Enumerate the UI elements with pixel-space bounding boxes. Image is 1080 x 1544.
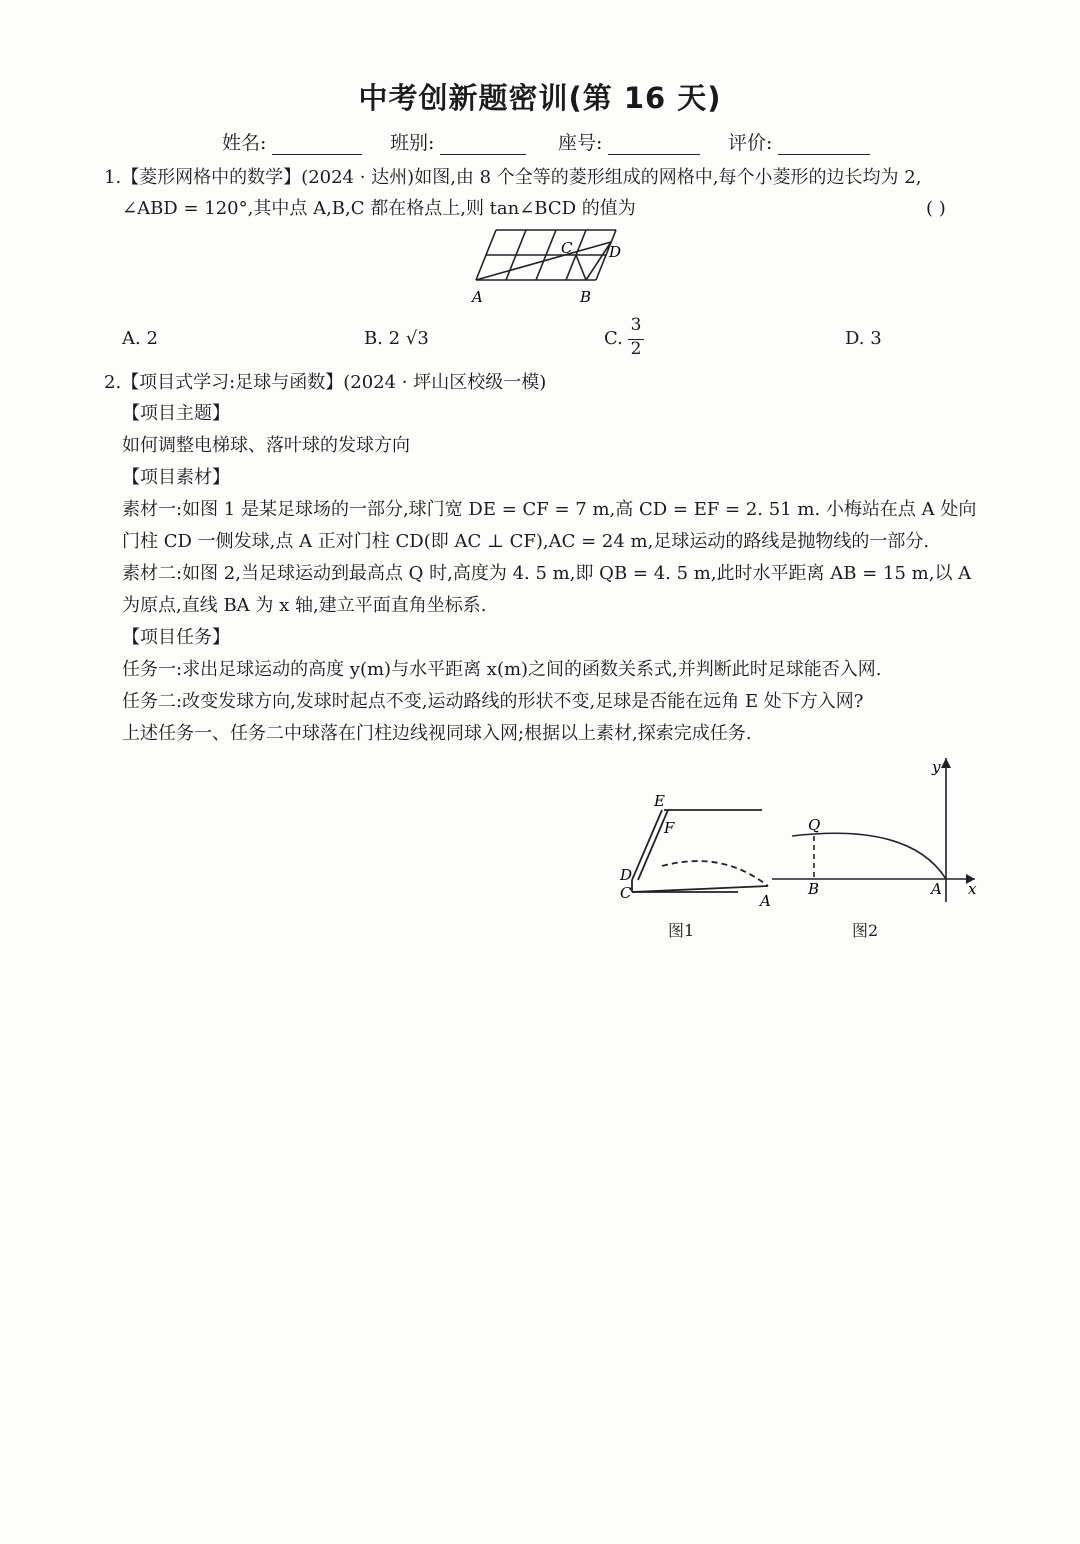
q1-answer-blank[interactable]: ( ) [926, 198, 946, 219]
task-2-text: 任务二:改变发球方向,发球时起点不变,运动路线的形状不变,足球是否能在远角 E 处下方入网? [122, 691, 864, 712]
segment-c-b [576, 255, 586, 280]
class-label: 班别: [390, 132, 435, 154]
point-d-label-fig1: D [620, 866, 633, 884]
fraction-numerator: 3 [630, 315, 642, 335]
material-1-line1: 素材一:如图 1 是某足球场的一部分,球门宽 DE = CF = 7 m,高 CD = EF = 2. 51 m. 小梅站在点 A 处向 [122, 499, 977, 520]
project-task-title: 【项目任务】 [122, 627, 230, 648]
task-note-text: 上述任务一、任务二中球落在门柱边线视同球入网;根据以上素材,探索完成任务. [122, 723, 752, 744]
rating-label: 评价: [728, 132, 773, 154]
option-a[interactable]: A. 2 [122, 328, 158, 349]
point-b-label: B [580, 288, 592, 306]
rhombus-grid-figure [460, 222, 630, 310]
q1-line1: 1.【菱形网格中的数学】(2024 · 达州)如图,由 8 个全等的菱形组成的网格中,每个小菱形的边长均为 2, [104, 167, 922, 188]
axis-x-label: x [968, 880, 977, 898]
figure-1-goal [612, 788, 782, 918]
point-d-label: D [609, 243, 622, 261]
point-a-label: A [472, 288, 483, 306]
point-e-label: E [654, 792, 665, 810]
option-b-prefix: B. 2 [364, 328, 401, 349]
class-field [390, 128, 526, 155]
parabola-curve [792, 833, 946, 879]
point-q-label: Q [808, 816, 821, 834]
option-b[interactable] [364, 328, 429, 349]
option-b-radical: √3 [405, 328, 429, 349]
q1-line2: ∠ABD = 120°,其中点 A,B,C 都在格点上,则 tan∠BCD 的值为 [122, 198, 636, 219]
rating-blank[interactable] [778, 132, 870, 155]
axis-y-label: y [932, 758, 941, 776]
project-theme-title: 【项目主题】 [122, 403, 230, 424]
project-theme-text: 如何调整电梯球、落叶球的发球方向 [122, 435, 410, 456]
point-a-label-fig2: A [931, 880, 942, 898]
figure-2-coordinate [770, 752, 990, 912]
material-2-line1: 素材二:如图 2,当足球运动到最高点 Q 时,高度为 4. 5 m,即 QB = 4. 5 m,此时水平距离 AB = 15 m,以 A [122, 563, 972, 584]
material-2-line2: 为原点,直线 BA 为 x 轴,建立平面直角坐标系. [122, 595, 487, 616]
line-c-a [632, 886, 768, 892]
figure-2-caption: 图2 [852, 921, 879, 940]
seat-field [558, 128, 700, 155]
seat-label: 座号: [558, 132, 603, 154]
seat-blank[interactable] [608, 132, 700, 155]
task-1-text: 任务一:求出足球运动的高度 y(m)与水平距离 x(m)之间的函数关系式,并判断此时足球能否入网. [122, 659, 882, 680]
name-label: 姓名: [222, 132, 267, 154]
point-a-label-fig1: A [760, 892, 771, 910]
name-blank[interactable] [272, 132, 362, 155]
ball-path-dashed [662, 861, 768, 886]
option-d[interactable]: D. 3 [845, 328, 882, 349]
option-c-prefix: C. [604, 328, 623, 349]
fraction-denominator: 2 [630, 339, 642, 359]
post-outer [632, 810, 662, 880]
point-c-label-fig1: C [620, 884, 632, 902]
rating-field [728, 128, 870, 155]
project-material-title: 【项目素材】 [122, 467, 230, 488]
point-b-label-fig2: B [808, 880, 820, 898]
page-title: 中考创新题密训(第 16 天) [358, 81, 722, 115]
class-blank[interactable] [440, 132, 526, 155]
segment-a-d [476, 242, 611, 280]
material-1-line2: 门柱 CD 一侧发球,点 A 正对门柱 CD(即 AC ⊥ CF),AC = 24 m,足球运动的路线是抛物线的一部分. [122, 531, 930, 552]
point-f-label: F [664, 819, 675, 837]
point-c-label: C [561, 239, 573, 257]
q2-heading: 2.【项目式学习:足球与函数】(2024 · 坪山区校级一模) [104, 372, 547, 393]
figure-1-caption: 图1 [668, 921, 695, 940]
name-field [222, 128, 362, 155]
y-axis-arrow [941, 758, 951, 768]
